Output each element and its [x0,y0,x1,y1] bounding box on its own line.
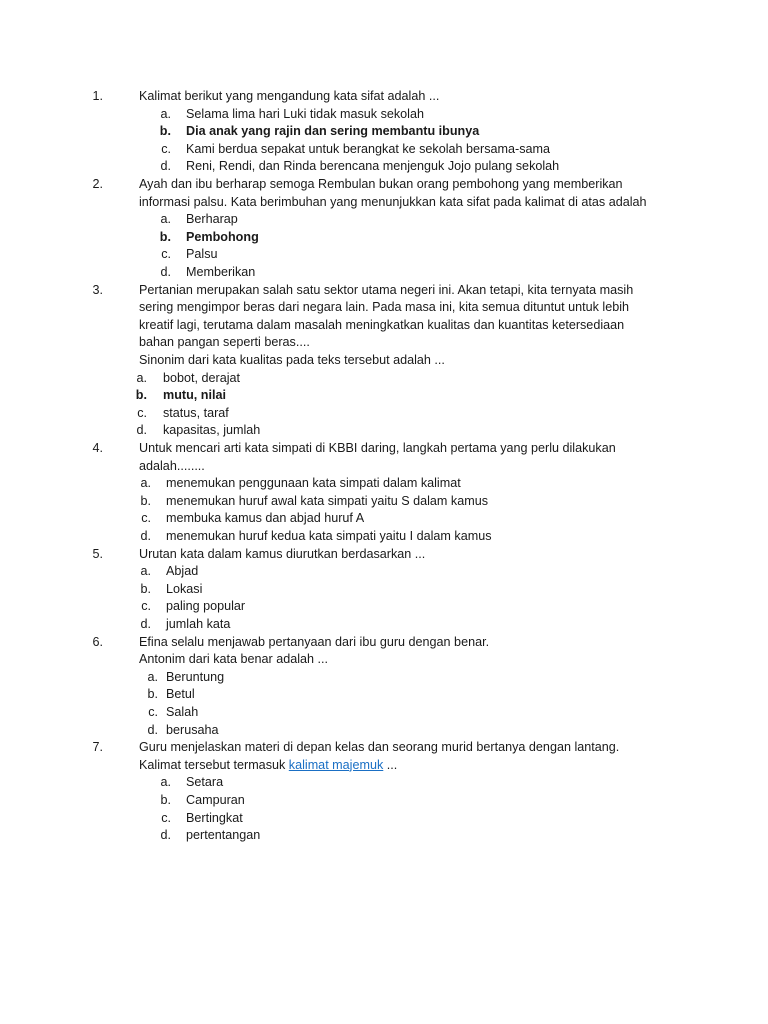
option-text: Betul [166,687,195,702]
question-text: Ayah dan ibu berharap semoga Rembulan bukan orang pembohong yang memberikan [139,177,623,191]
option-letter: c. [141,599,151,614]
option-letter: b. [140,493,151,508]
question-number: 4. [92,441,103,455]
question-text: kreatif lagi, terutama dalam masalah meningkatkan kualitas dan kuantitas ketersediaan [139,317,625,332]
option-letter: d. [160,159,171,174]
option-text: Lokasi [166,581,203,596]
question-number: 7. [92,740,103,755]
option-text: Bertingkat [186,810,243,825]
question-text: Antonim dari kata benar adalah ... [139,652,329,667]
option-text: paling popular [166,599,246,614]
option-letter: b. [159,124,171,139]
option-text: berusaha [166,722,219,737]
option-letter: d. [160,265,171,279]
question-text: Untuk mencari arti kata simpati di KBBI daring, langkah pertama yang perlu dilakukan [139,441,616,455]
option-letter: c. [161,141,171,156]
option-text: Memberikan [186,265,256,279]
option-letter: b. [135,388,147,403]
question-number: 2. [92,177,103,191]
option-text: kapasitas, jumlah [163,423,261,438]
question-number: 6. [92,634,103,649]
option-letter: b. [160,793,171,807]
question-text: Efina selalu menjawab pertanyaan dari ibu guru dengan benar. [139,634,490,649]
option-letter: c. [161,810,171,825]
option-text: status, taraf [163,405,229,420]
option-text: bobot, derajat [163,370,241,385]
option-letter: a. [160,775,171,790]
question-text [139,757,397,775]
option-letter: d. [140,617,151,631]
option-letter: b. [159,229,171,244]
option-text: Dia anak yang rajin dan sering membantu ibunya [186,124,480,139]
question-text: Sinonim dari kata kualitas pada teks tersebut adalah ... [139,353,445,367]
question-text: Urutan kata dalam kamus diurutkan berdasarkan ... [139,546,426,561]
question-text: Pertanian merupakan salah satu sektor utama negeri ini. Akan tetapi, kita ternyata masih [139,282,634,297]
option-text: Beruntung [166,669,225,684]
question-number: 1. [92,89,103,103]
option-letter: a. [160,106,171,121]
option-text: Reni, Rendi, dan Rinda berencana menjenguk Jojo pulang sekolah [186,159,560,174]
option-text: jumlah kata [166,617,231,631]
option-letter: b. [147,687,158,702]
option-letter: d. [160,828,171,843]
option-text: menemukan huruf awal kata simpati yaitu S dalam kamus [166,493,488,508]
option-text: Selama lima hari Luki tidak masuk sekolah [186,106,424,121]
option-letter: d. [136,423,147,438]
option-letter: a. [140,476,151,491]
option-text: Pembohong [186,229,259,244]
option-text: pertentangan [186,828,261,843]
question-text-suffix: ... [383,757,398,772]
option-text: Kami berdua sepakat untuk berangkat ke sekolah bersama-sama [186,141,551,156]
option-letter: d. [140,529,151,543]
option-letter: a. [140,564,151,579]
option-letter: c. [161,247,171,262]
option-text: Palsu [186,247,218,262]
option-text: Setara [186,775,224,790]
option-letter: a. [136,370,147,385]
question-number: 3. [92,282,103,297]
option-text: menemukan huruf kedua kata simpati yaitu I dalam kamus [166,529,492,543]
option-letter: d. [147,722,158,737]
question-text: adalah........ [139,458,205,473]
option-text: Campuran [186,793,245,807]
option-letter: c. [148,705,158,719]
question-text: Guru menjelaskan materi di depan kelas dan seorang murid bertanya dengan lantang. [139,740,620,755]
question-number: 5. [92,546,103,561]
option-text: membuka kamus dan abjad huruf A [166,511,365,526]
option-letter: c. [141,511,151,526]
kalimat-majemuk-link[interactable]: kalimat majemuk [288,757,384,772]
option-text: mutu, nilai [163,388,226,403]
option-letter: c. [137,405,147,420]
option-letter: a. [147,669,158,684]
question-text-prefix: Kalimat tersebut termasuk [139,757,289,772]
question-text: informasi palsu. Kata berimbuhan yang menunjukkan kata sifat pada kalimat di atas adalah [139,194,647,209]
option-text: menemukan penggunaan kata simpati dalam kalimat [166,476,461,491]
option-text: Salah [166,705,199,719]
question-text: sering mengimpor beras dari negara lain. Pada masa ini, kita semua dituntut untuk lebih [139,300,630,315]
option-letter: b. [140,581,151,596]
question-text: bahan pangan seperti beras.... [139,335,310,350]
option-text: Abjad [166,564,199,579]
option-text: Berharap [186,212,238,227]
question-text: Kalimat berikut yang mengandung kata sifat adalah ... [139,89,440,103]
option-letter: a. [160,212,171,227]
